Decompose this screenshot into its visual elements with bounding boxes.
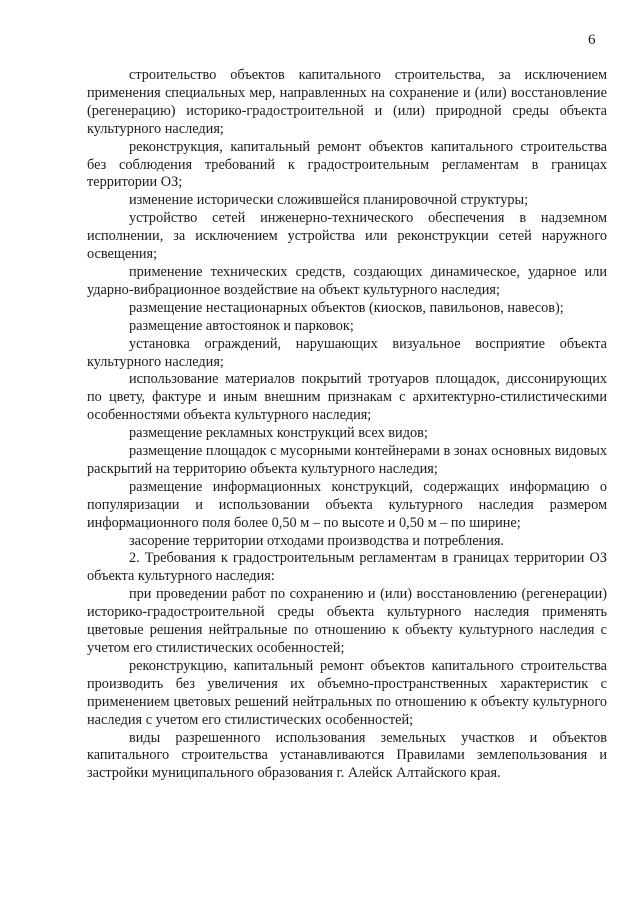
- paragraph: использование материалов покрытий тротуаров площадок, диссонирующих по цвету, фактуре и иным внешним признакам с архитектурно-стилистическими особенностями объекта культурного наследия;: [87, 371, 607, 424]
- paragraph: строительство объектов капитального строительства, за исключением применения специальных мер, направленных на сохранение и (или) восстановление (регенерацию) историко-градостроительной и (или) природной среды объекта культурного наследия;: [87, 67, 607, 137]
- paragraph: реконструкция, капитальный ремонт объектов капитального строительства без соблюдения требований к градостроительным регламентам в границах территории ОЗ;: [87, 138, 607, 191]
- paragraph: размещение автостоянок и парковок;: [129, 317, 354, 334]
- paragraph: установка ограждений, нарушающих визуальное восприятие объекта культурного наследия;: [87, 335, 607, 370]
- paragraph: виды разрешенного использования земельных участков и объектов капитального строительства устанавливаются Правилами землепользования и застройки муниципального образования г. Алейск Алтайского края.: [87, 729, 607, 782]
- paragraph: при проведении работ по сохранению и (или) восстановлению (регенерации) историко-градостроительной среды объекта культурного наследия применять цветовые решения нейтральные по отношению к объекту культурного наследия с учетом его стилистических особенностей;: [87, 586, 607, 656]
- paragraph: изменение исторически сложившейся планировочной структуры;: [129, 192, 529, 209]
- paragraph: размещение рекламных конструкций всех видов;: [129, 425, 428, 442]
- document-body: [87, 67, 607, 783]
- paragraph: размещение информационных конструкций, содержащих информацию о популяризации и использовании объекта культурного наследия размером информационного поля более 0,50 м – по высоте и 0,50 м – по ширине;: [87, 478, 607, 531]
- page-number: 6: [588, 32, 596, 48]
- paragraph: реконструкцию, капитальный ремонт объектов капитального строительства производить без увеличения их объемно-пространственных характеристик с применением цветовых решений нейтральных по отношению к объекту культурного наследия с учетом его стилистических особенностей;: [87, 657, 607, 728]
- paragraph: засорение территории отходами производства и потребления.: [129, 532, 505, 549]
- paragraph: применение технических средств, создающих динамическое, ударное или ударно-вибрационное воздействие на объект культурного наследия;: [87, 263, 607, 298]
- paragraph: размещение нестационарных объектов (киосков, павильонов, навесов);: [129, 299, 564, 316]
- paragraph: устройство сетей инженерно-технического обеспечения в надземном исполнении, за исключением устройства или реконструкции сетей наружного освещения;: [87, 210, 607, 263]
- paragraph: размещение площадок с мусорными контейнерами в зонах основных видовых раскрытий на территорию объекта культурного наследия;: [87, 443, 607, 477]
- section-heading-paragraph: 2. Требования к градостроительным регламентам в границах территории ОЗ объекта культурного наследия:: [87, 550, 607, 585]
